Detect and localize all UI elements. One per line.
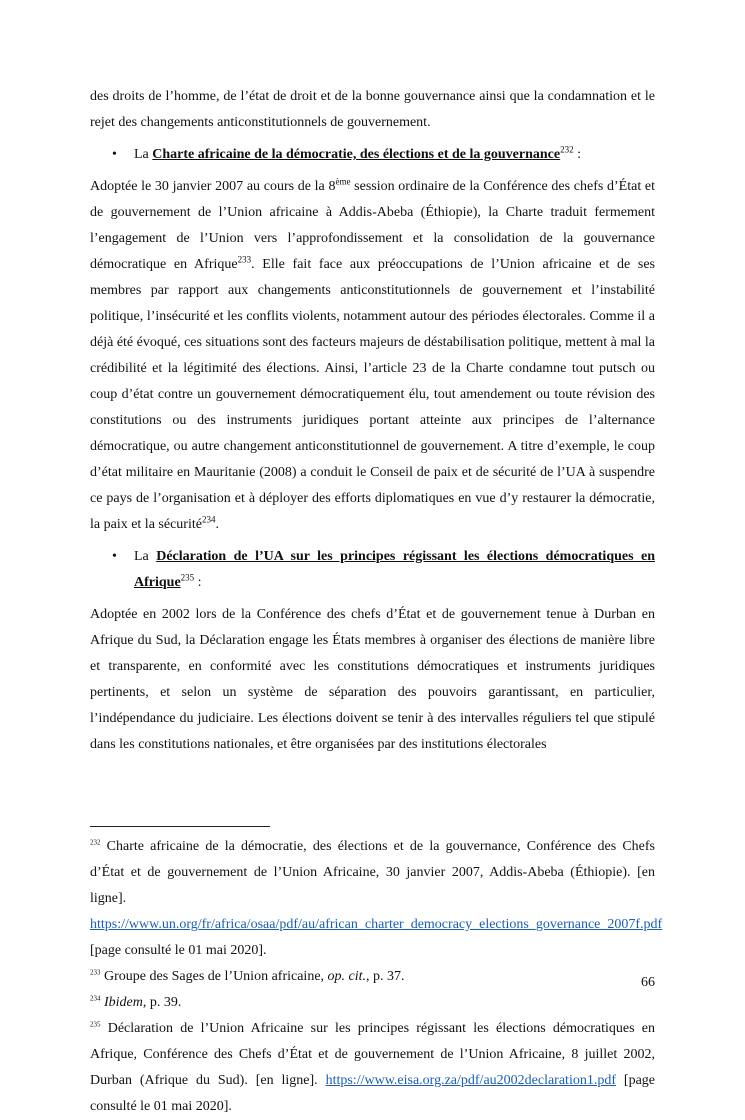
text-run: . Elle fait face aux préoccupations de l’Union africaine et de ses membres par rapport aux changements anticonstitutionnels de gouvernement et l’instabilité politique, l’insécurité et les conflits violents, notamment autour des périodes électorales. Comme il a déjà été évoqué, ces situations sont des facteurs majeurs de déstabilisation politique, mettent à mal la crédibilité et la légitimité des élections. Ainsi, l’article 23 de la Charte condamne tout putsch ou coup d’état contre un gouvernement démocratiquement élu, tout amendement ou toute révision des constitutions ou des instruments juridiques portant atteinte aux principes de l’alternance démocratique, ou autre changement anticonstitutionnel de gouvernement. A titre d’exemple, le coup d’état militaire en Mauritanie (2008) a conduit le Conseil de paix et de sécurité de l’UA à suspendre ce pays de l’organisation et à déployer des efforts diplomatiques en vue d’y restaurer la démocratie, la paix et la sécurité <box>90 257 655 532</box>
bullet-suffix: : <box>194 575 202 590</box>
bullet-suffix: : <box>573 147 582 162</box>
page-number: 66 <box>641 975 655 990</box>
page-body <box>90 84 655 764</box>
bullet-dot: • <box>112 147 117 162</box>
bullet-title: Déclaration de l’UA sur les principes régissant les élections démocratiques en Afrique <box>134 549 655 590</box>
footnote-text: Déclaration de l’Union Africaine sur les principes régissant les élections démocratiques en Afrique, Conférence des Chefs d’État et de gouvernement de l’Union Africaine, 8 juillet 2002, Durban (Afrique du Sud). [en ligne]. <box>90 1021 655 1088</box>
footnote-link[interactable]: https://www.un.org/fr/africa/osaa/pdf/au/african_charter_democracy_elections_governance_2007f.pdf <box>90 917 663 932</box>
footnote-separator <box>90 826 270 827</box>
footnote-text: Groupe des Sages de l’Union africaine, <box>100 969 328 984</box>
paragraph-intro: des droits de l’homme, de l’état de droit et de la bonne gouvernance ainsi que la condamnation et le rejet des changements anticonstitutionnels de gouvernement. <box>90 89 655 130</box>
footnote-ref: 234 <box>201 514 216 525</box>
text-run: session ordinaire de la Conférence des chefs d’État et de gouvernement de l’Union africaine à Addis-Abeba (Éthiopie), la Charte traduit fermement l’engagement de l’Union vers l’approfondissement et la consolidation de la gouvernance démocratique en Afrique <box>90 179 655 272</box>
superscript: ème <box>335 176 351 187</box>
footnote-ref: 233 <box>237 254 252 265</box>
bullet-title: Charte africaine de la démocratie, des élections et de la gouvernance <box>152 147 561 162</box>
footnote-text: Charte africaine de la démocratie, des élections et de la gouvernance, Conférence des Chefs d’État et de gouvernement de l’Union Africaine, 30 janvier 2007, Addis-Abeba (Éthiopie). [en ligne]. <box>90 839 655 906</box>
footnote-232 <box>90 834 663 964</box>
footnote-text: [page consulté le 01 mai 2020]. <box>90 1073 656 1114</box>
footnote-text: , p. 37. <box>366 969 405 984</box>
footnote-italic: op. cit. <box>327 969 367 984</box>
footnote-number: 235 <box>90 1020 101 1029</box>
bullet-dot: • <box>112 549 117 564</box>
bullet-prefix: La <box>134 147 149 162</box>
footnotes <box>90 834 663 1120</box>
bullet-declaration <box>90 544 655 596</box>
text-run: . <box>215 517 219 532</box>
footnote-number: 232 <box>90 838 101 847</box>
footnote-number: 233 <box>90 968 101 977</box>
bullet-charte <box>90 142 655 168</box>
footnote-235 <box>90 1016 655 1120</box>
text-run: Adoptée le 30 janvier 2007 au cours de la 8 <box>90 179 336 194</box>
footnote-ref: 232 <box>560 144 574 155</box>
paragraph-charte <box>90 174 655 538</box>
footnote-text: [page consulté le 01 mai 2020]. <box>90 943 267 958</box>
footnote-234 <box>90 990 655 1016</box>
paragraph-declaration: Adoptée en 2002 lors de la Conférence des chefs d’État et de gouvernement tenue à Durban en Afrique du Sud, la Déclaration engage les États membres à organiser des élections de manière libre et transparente, en conformité avec les constitutions démocratiques et instruments juridiques pertinents, et selon un système de séparation des pouvoirs garantissant, en particulier, l’indépendance du judiciaire. Les élections doivent se tenir à des intervalles réguliers tel que stipulé dans les constitutions nationales, et être organisées par des institutions électorales <box>90 607 655 752</box>
footnote-italic: Ibidem <box>100 995 143 1010</box>
footnote-number: 234 <box>90 994 101 1003</box>
bullet-prefix: La <box>134 549 149 564</box>
footnote-link[interactable]: https://www.eisa.org.za/pdf/au2002declaration1.pdf <box>325 1073 617 1088</box>
footnote-233 <box>90 964 655 990</box>
footnote-text: , p. 39. <box>142 995 182 1010</box>
footnote-ref: 235 <box>180 572 195 583</box>
